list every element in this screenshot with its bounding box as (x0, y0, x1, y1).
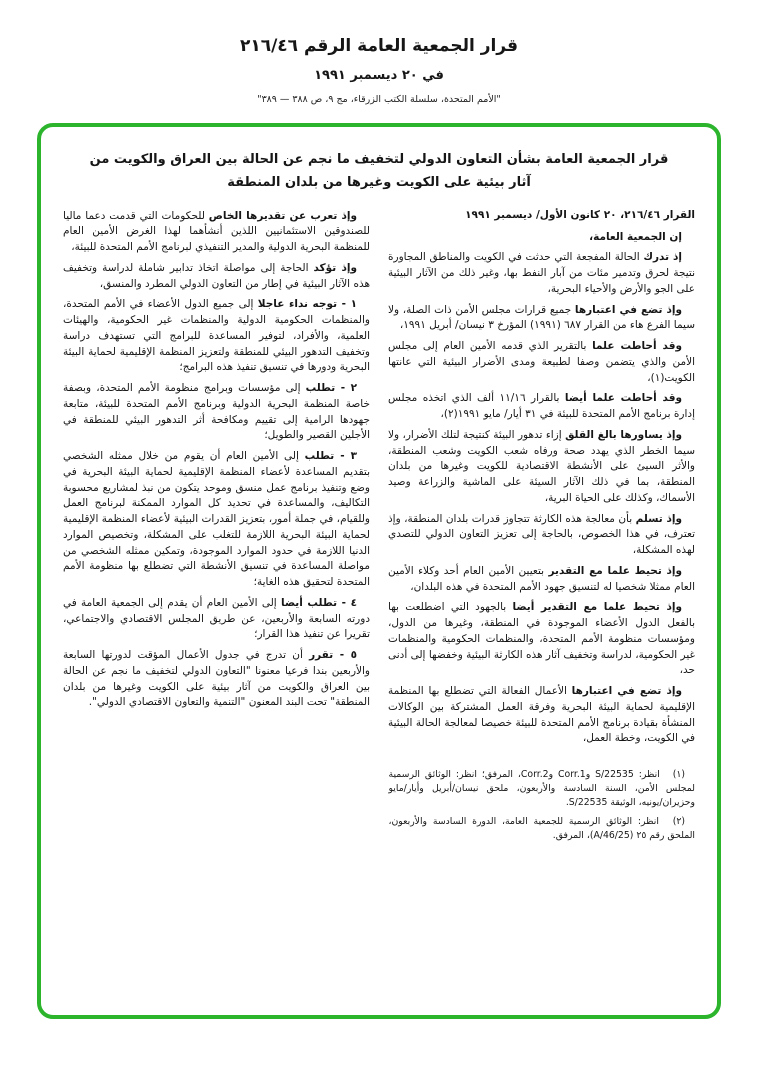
paragraph: ٣ - تطلب إلى الأمين العام أن يقوم من خلال ممثله الشخصي بتقديم المساعدة لأعضاء المنظمة الإقليمية لحماية البيئة البحرية في وضع وتنفيذ برنامج عمل منسق وموحد يتكون من نبذ لمشاريع محسوبة التكاليف، والمساعدة في تحديد كل الموارد الممكنة لبرنامج العمل وللقيام، في جملة أمور، بتعزيز القدرات البيئية لأعضاء المنظمة الإقليمية لحماية البيئة البحرية اللازمة للتغلب على المشكلة، وتخصيص الموارد الدنيا اللازمة في حدود الموارد الموجودة، وتمكين ممثله الشخصي من مواصلة المساعدة في تنسيق الأنشطة التي تضطلع بها منظومة الأمم المتحدة لتحقيق هذه الغاية؛ (63, 450, 370, 588)
paragraph-lead: وإذ تسلم (635, 512, 683, 525)
paragraph: ١ - توجه نداء عاجلا إلى جميع الدول الأعضاء في الأمم المتحدة، والمنظمات الحكومية الدولية والمنظمات غير الحكومية، والهيئات العلمية، والأفراد، لتوفير المساعدة للبرامج التي تستهدف دراسة وتخفيف التدهور البيئي للمنطقة ولتعزيز المنظمة الإقليمية لحماية البيئة البحرية ودورها في تنسيق تنفيذ هذه البرامج؛ (63, 298, 370, 374)
paragraph-lead: وإذ تضع في اعتبارها (574, 303, 683, 316)
paragraph-lead: وإذ تحيط علما مع التقدير أيضا (512, 601, 682, 614)
paragraph-lead: وقد أحاطت علما (592, 340, 682, 352)
document-date: في ٢٠ ديسمبر ١٩٩١ (314, 68, 444, 83)
column-right-paragraphs (388, 230, 695, 748)
paragraph-lead: وإذ تؤكد (313, 261, 357, 274)
column-left-paragraphs (63, 209, 370, 712)
paragraph: وإذ تحيط علما مع التقدير بتعيين الأمين العام أحد وكلاء الأمين العام ممثلا شخصيا له لتنسيق جهود الأمم المتحدة في هذه البلدان، (388, 564, 695, 593)
document-source-citation: "الأمم المتحدة، سلسلة الكتب الزرقاء، مج ٩، ص ٣٨٨ — ٣٨٩" (257, 94, 501, 105)
paragraph: وإذ تضع في اعتبارها جميع قرارات مجلس الأمن ذات الصلة، ولا سيما الفرع هاء من القرار ٦٨٧ (١٩٩١) المؤرخ ٣ نيسان/ أبريل ١٩٩١، (388, 303, 695, 332)
paragraph-lead: إذ تدرك (643, 251, 682, 264)
paragraph (388, 230, 695, 246)
resolution-box (37, 123, 721, 1019)
paragraph-lead: وإذ تضع في اعتبارها (571, 685, 682, 697)
paragraph-lead: وإذ تحيط علما مع التقدير (548, 564, 683, 577)
paragraph-lead: ١ - توجه نداء عاجلا (257, 298, 357, 311)
column-left (63, 209, 370, 717)
text-columns (63, 209, 695, 753)
paragraph: وإذ تؤكد الحاجة إلى مواصلة اتخاذ تدابير شاملة لدراسة وتخفيف هذه الآثار البيئية في إطار من التعاون الدولي المطرد والمنسق، (63, 261, 370, 290)
footnote-marker: (١) (672, 769, 685, 780)
paragraph: وإذ تضع في اعتبارها الأعمال الفعالة التي تضطلع بها المنظمة الإقليمية لحماية البيئة البحرية وفرقة العمل المشتركة بين الوكالات المنشأة بقيادة برنامج الأمم المتحدة للبيئة خصيصا لمعالجة الحالة البيئية في الكويت، وخطة العمل، (388, 685, 695, 745)
column-right (388, 209, 695, 753)
paragraph-lead: وقد أحاطت علما أيضا (564, 392, 683, 405)
footnote-marker: (٢) (672, 815, 685, 827)
resolution-title: قرار الجمعية العامة بشأن التعاون الدولي لتخفيف ما نجم عن الحالة بين العراق والكويت من آثار بيئية على الكويت وغيرها من بلدان المنطقة (89, 152, 669, 190)
paragraph: وقد أحاطت علما أيضا بالقرار ١١/١٦ ألف الذي اتخذه مجلس إدارة برنامج الأمم المتحدة للبيئة في ٣١ أيار/ مايو ١٩٩١(٢)، (388, 392, 695, 420)
paragraph: وقد أحاطت علما بالتقرير الذي قدمه الأمين العام إلى مجلس الأمن والذي يتضمن وصفا لطبيعة ومدى الأضرار البيئية التي عانتها الكويت(١)، (388, 340, 695, 384)
paragraph: إذ تدرك الحالة المفجعة التي حدثت في الكويت والمناطق المجاورة نتيجة لحرق وتدمير مئات من آبار النفط بها، وغير ذلك من الآثار البيئية على الجو والأرض والأحياء البحرية، (388, 251, 695, 295)
paragraph-lead: ٣ - تطلب (304, 450, 357, 462)
paragraph: وإذ تعرب عن تقديرها الخاص للحكومات التي قدمت دعما ماليا للصندوقين الاستئمانيين اللذين أنشأهما لهذا الغرض الأمين العام للمنظمة البحرية الدولية والمدير التنفيذي لبرنامج الأمم المتحدة للبيئة، (63, 209, 370, 253)
paragraph-lead: ٥ - تقرر (309, 649, 357, 661)
resolution-number-line: القرار ٢١٦/٤٦، ٢٠ كانون الأول/ ديسمبر ١٩٩١ (465, 208, 695, 221)
footnote-list (388, 768, 695, 843)
paragraph: ٢ - تطلب إلى مؤسسات وبرامج منظومة الأمم المتحدة، وبصفة خاصة المنظمة البحرية الدولية وبرنامج الأمم المتحدة للبيئة، متابعة جهودها الرامية إلى تقييم ومكافحة أثر التدهور البيئي للمنطقة في الأجلين القصير والطويل؛ (63, 382, 370, 442)
footnote: (١) انظر: S/22535 وCorr.1 وCorr.2، المرفق؛ انظر: الوثائق الرسمية لمجلس الأمن، السنة السادسة والأربعون، ملحق نيسان/أبريل وأيار/مايو وحزيران/يونيه، الوثيقة S/22535. (388, 769, 695, 808)
paragraph-lead: ٢ - تطلب (305, 382, 357, 394)
paragraph-lead: إن الجمعية العامة، (589, 230, 682, 243)
paragraph: وإذ تسلم بأن معالجة هذه الكارثة تتجاوز قدرات بلدان المنطقة، وإذ تعترف، في هذا الخصوص، بالحاجة إلى تعزيز التعاون الدولي للتصدي لهذه المشكلة، (388, 512, 695, 556)
paragraph-lead: وإذ يساورها بالغ القلق (565, 428, 683, 441)
footnotes-section (388, 768, 695, 843)
paragraph: وإذ تحيط علما مع التقدير أيضا بالجهود التي اضطلعت بها بالفعل الدول الأعضاء الموجودة في المنطقة، وغيرها من الدول، ومؤسسات منظومة الأمم المتحدة، والمنظمات الحكومية والمنظمات غير الحكومية، لدراسة وتخفيف آثار هذه الكارثة البيئية وخفضها إلى أدنى حد، (388, 601, 695, 677)
document-header (0, 0, 758, 105)
document-title: قرار الجمعية العامة الرقم ٢١٦/٤٦ (239, 36, 519, 56)
paragraph: وإذ يساورها بالغ القلق إزاء تدهور البيئة كنتيجة لتلك الأضرار، ولا سيما الخطر الذي يهدد صحة ورفاه شعب الكويت وشعب المنطقة، والأثر السيئ على الأنشطة الاقتصادية للكويت وغيرها من بلدان المنطقة، بما في ذلك الآثار السيئة على الماشية والزراعة وصيد الأسماك، وكذلك على الحياة البرية، (388, 428, 695, 504)
paragraph: ٤ - تطلب أيضا إلى الأمين العام أن يقدم إلى الجمعية العامة في دورته السابعة والأربعين، عن طريق المجلس الاقتصادي والاجتماعي، تقريرا عن تنفيذ هذا القرار؛ (63, 596, 370, 641)
paragraph-lead: وإذ تعرب عن تقديرها الخاص (208, 209, 357, 222)
paragraph: ٥ - تقرر أن تدرج في جدول الأعمال المؤقت لدورتها السابعة والأربعين بندا فرعيا معنونا "التعاون الدولي لتخفيف ما نجم عن الحالة بين العراق والكويت من آثار بيئية على الكويت وغيرها من بلدان المنطقة" تحت البند المعنون "التنمية والتعاون الاقتصادي الدولي". (63, 649, 370, 709)
paragraph-lead: ٤ - تطلب أيضا (281, 596, 357, 609)
footnote: (٢) انظر: الوثائق الرسمية للجمعية العامة، الدورة السادسة والأربعون، الملحق رقم ٢٥ (A/46/25)، المرفق. (388, 815, 695, 841)
